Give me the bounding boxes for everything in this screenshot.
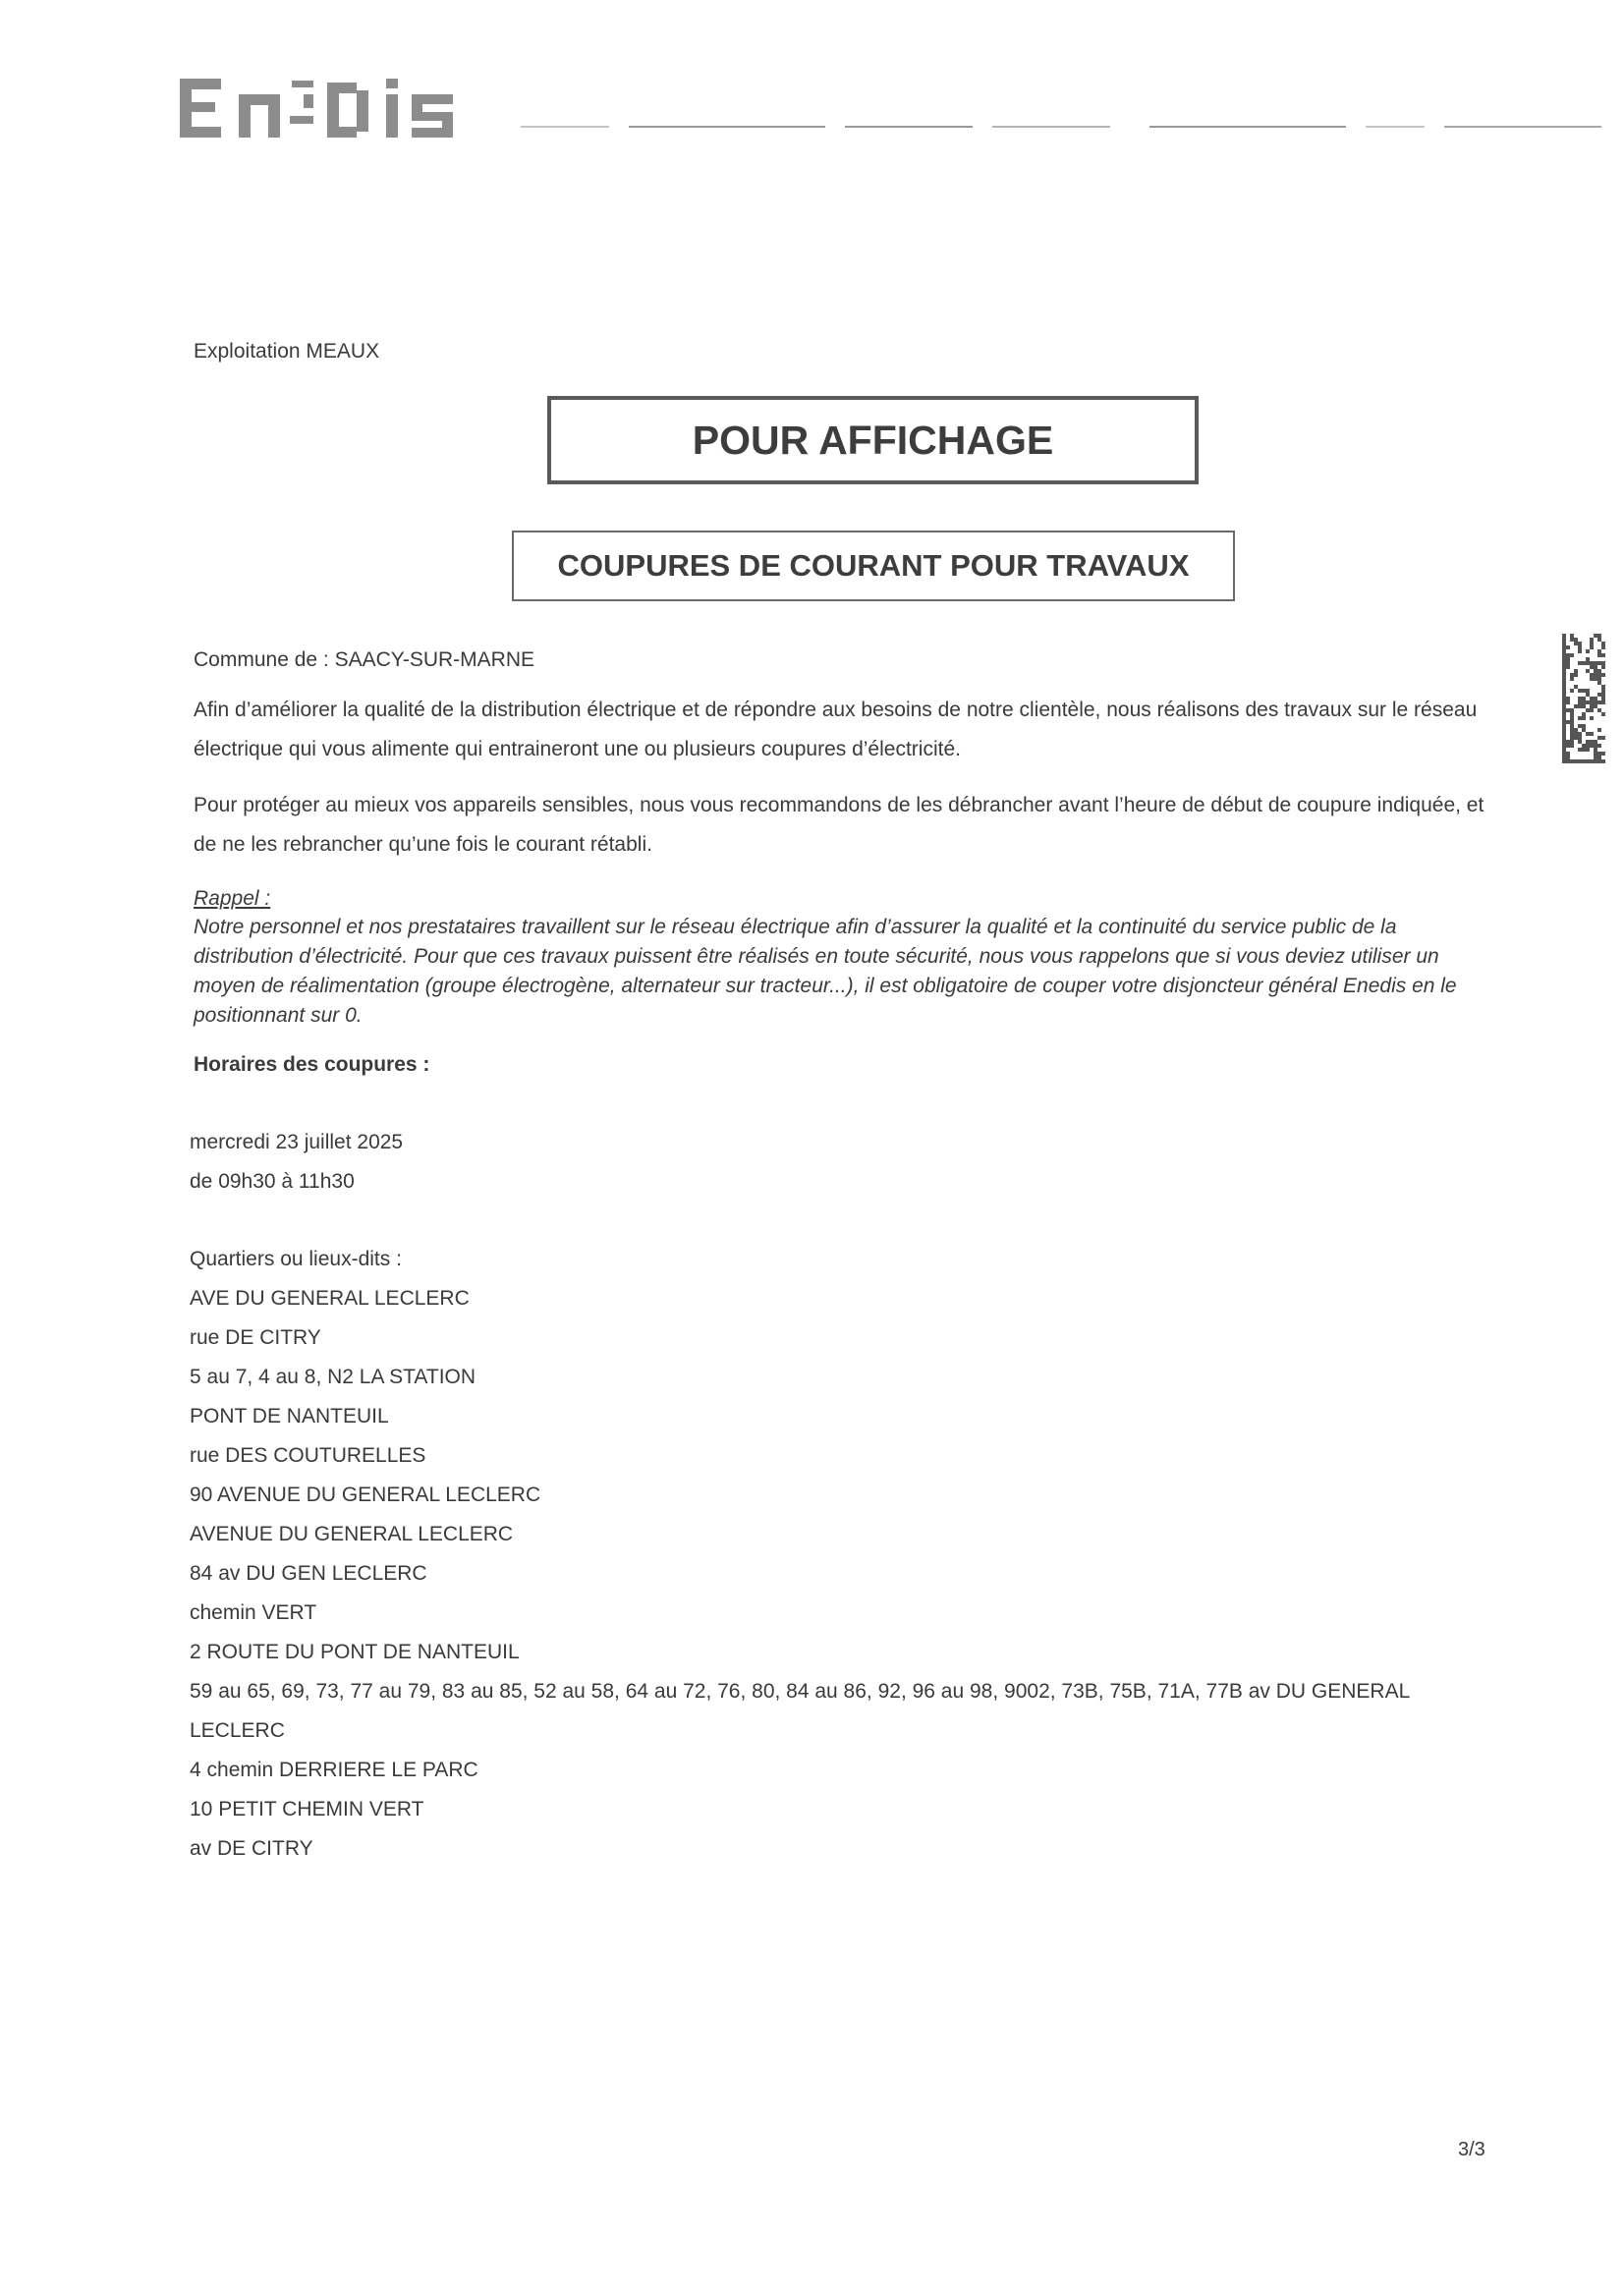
schedule-list [190, 1123, 1506, 1202]
rappel-text: Notre personnel et nos prestataires travaillent sur le réseau électrique afin d’assurer la qualité et la continuité du service public de la distribution d’électricité. Pour que ces travaux puissent être réalisés en toute sécurité, nous vous rappelons que si vous deviez utiliser un moyen de réalimentation (groupe électrogène, alternateur sur tracteur...), il est obligatoire de couper votre disjoncteur général Enedis en le positionnant sur 0. [194, 916, 1457, 1027]
list-item: 5 au 7, 4 au 8, N2 LA STATION [190, 1366, 476, 1388]
header-scan-line [1366, 126, 1425, 128]
header-scan-line [521, 126, 609, 128]
list-item: 4 chemin DERRIERE LE PARC [190, 1759, 478, 1781]
places-list [190, 1279, 1506, 1869]
exploitation-label: Exploitation MEAUX [194, 340, 380, 363]
list-item: 59 au 65, 69, 73, 77 au 79, 83 au 85, 52 au 58, 64 au 72, 76, 80, 84 au 86, 92, 96 au 98, 9002, 73B, 75B, 71A, 77B av DU GENERAL LECLERC [190, 1680, 1410, 1742]
header-scan-line [845, 126, 973, 128]
list-item: 84 av DU GEN LECLERC [190, 1562, 427, 1585]
list-item: PONT DE NANTEUIL [190, 1405, 389, 1428]
list-item: av DE CITRY [190, 1837, 313, 1860]
header-scan-line [1444, 126, 1601, 128]
page-number: 3/3 [1458, 2139, 1485, 2160]
rappel-label: Rappel : [194, 887, 271, 910]
list-item: chemin VERT [190, 1601, 317, 1624]
horaires-label: Horaires des coupures : [194, 1053, 430, 1076]
schedule-date: mercredi 23 juillet 2025 [190, 1131, 404, 1153]
schedule-time: de 09h30 à 11h30 [190, 1170, 355, 1193]
page-title: POUR AFFICHAGE [547, 396, 1199, 484]
intro-paragraph-2: Pour protéger au mieux vos appareils sensibles, nous vous recommandons de les débrancher avant l’heure de début de coupure indiquée, et de ne les rebrancher qu’une fois le courant rétabli. [194, 794, 1484, 856]
list-item: 90 AVENUE DU GENERAL LECLERC [190, 1484, 541, 1506]
header-scan-line [992, 126, 1110, 128]
list-item: 10 PETIT CHEMIN VERT [190, 1798, 424, 1820]
commune-label: Commune de : SAACY-SUR-MARNE [194, 648, 534, 671]
list-item: rue DES COUTURELLES [190, 1444, 426, 1467]
list-item: rue DE CITRY [190, 1326, 321, 1349]
header-scan-line [1149, 126, 1346, 128]
header-scan-line [629, 126, 825, 128]
list-item: AVENUE DU GENERAL LECLERC [190, 1523, 514, 1545]
list-item: AVE DU GENERAL LECLERC [190, 1287, 470, 1310]
intro-paragraph-1: Afin d’améliorer la qualité de la distribution électrique et de répondre aux besoins de notre clientèle, nous réalisons des travaux sur le réseau électrique qui vous alimente qui entraineront une ou plusieurs coupures d’électricité. [194, 699, 1478, 760]
datamatrix-code-icon [1562, 634, 1607, 763]
list-item: 2 ROUTE DU PONT DE NANTEUIL [190, 1641, 520, 1663]
enedis-logo-icon [180, 71, 504, 149]
page-subtitle: COUPURES DE COURANT POUR TRAVAUX [512, 531, 1235, 601]
quartiers-label: Quartiers ou lieux-dits : [190, 1248, 402, 1270]
